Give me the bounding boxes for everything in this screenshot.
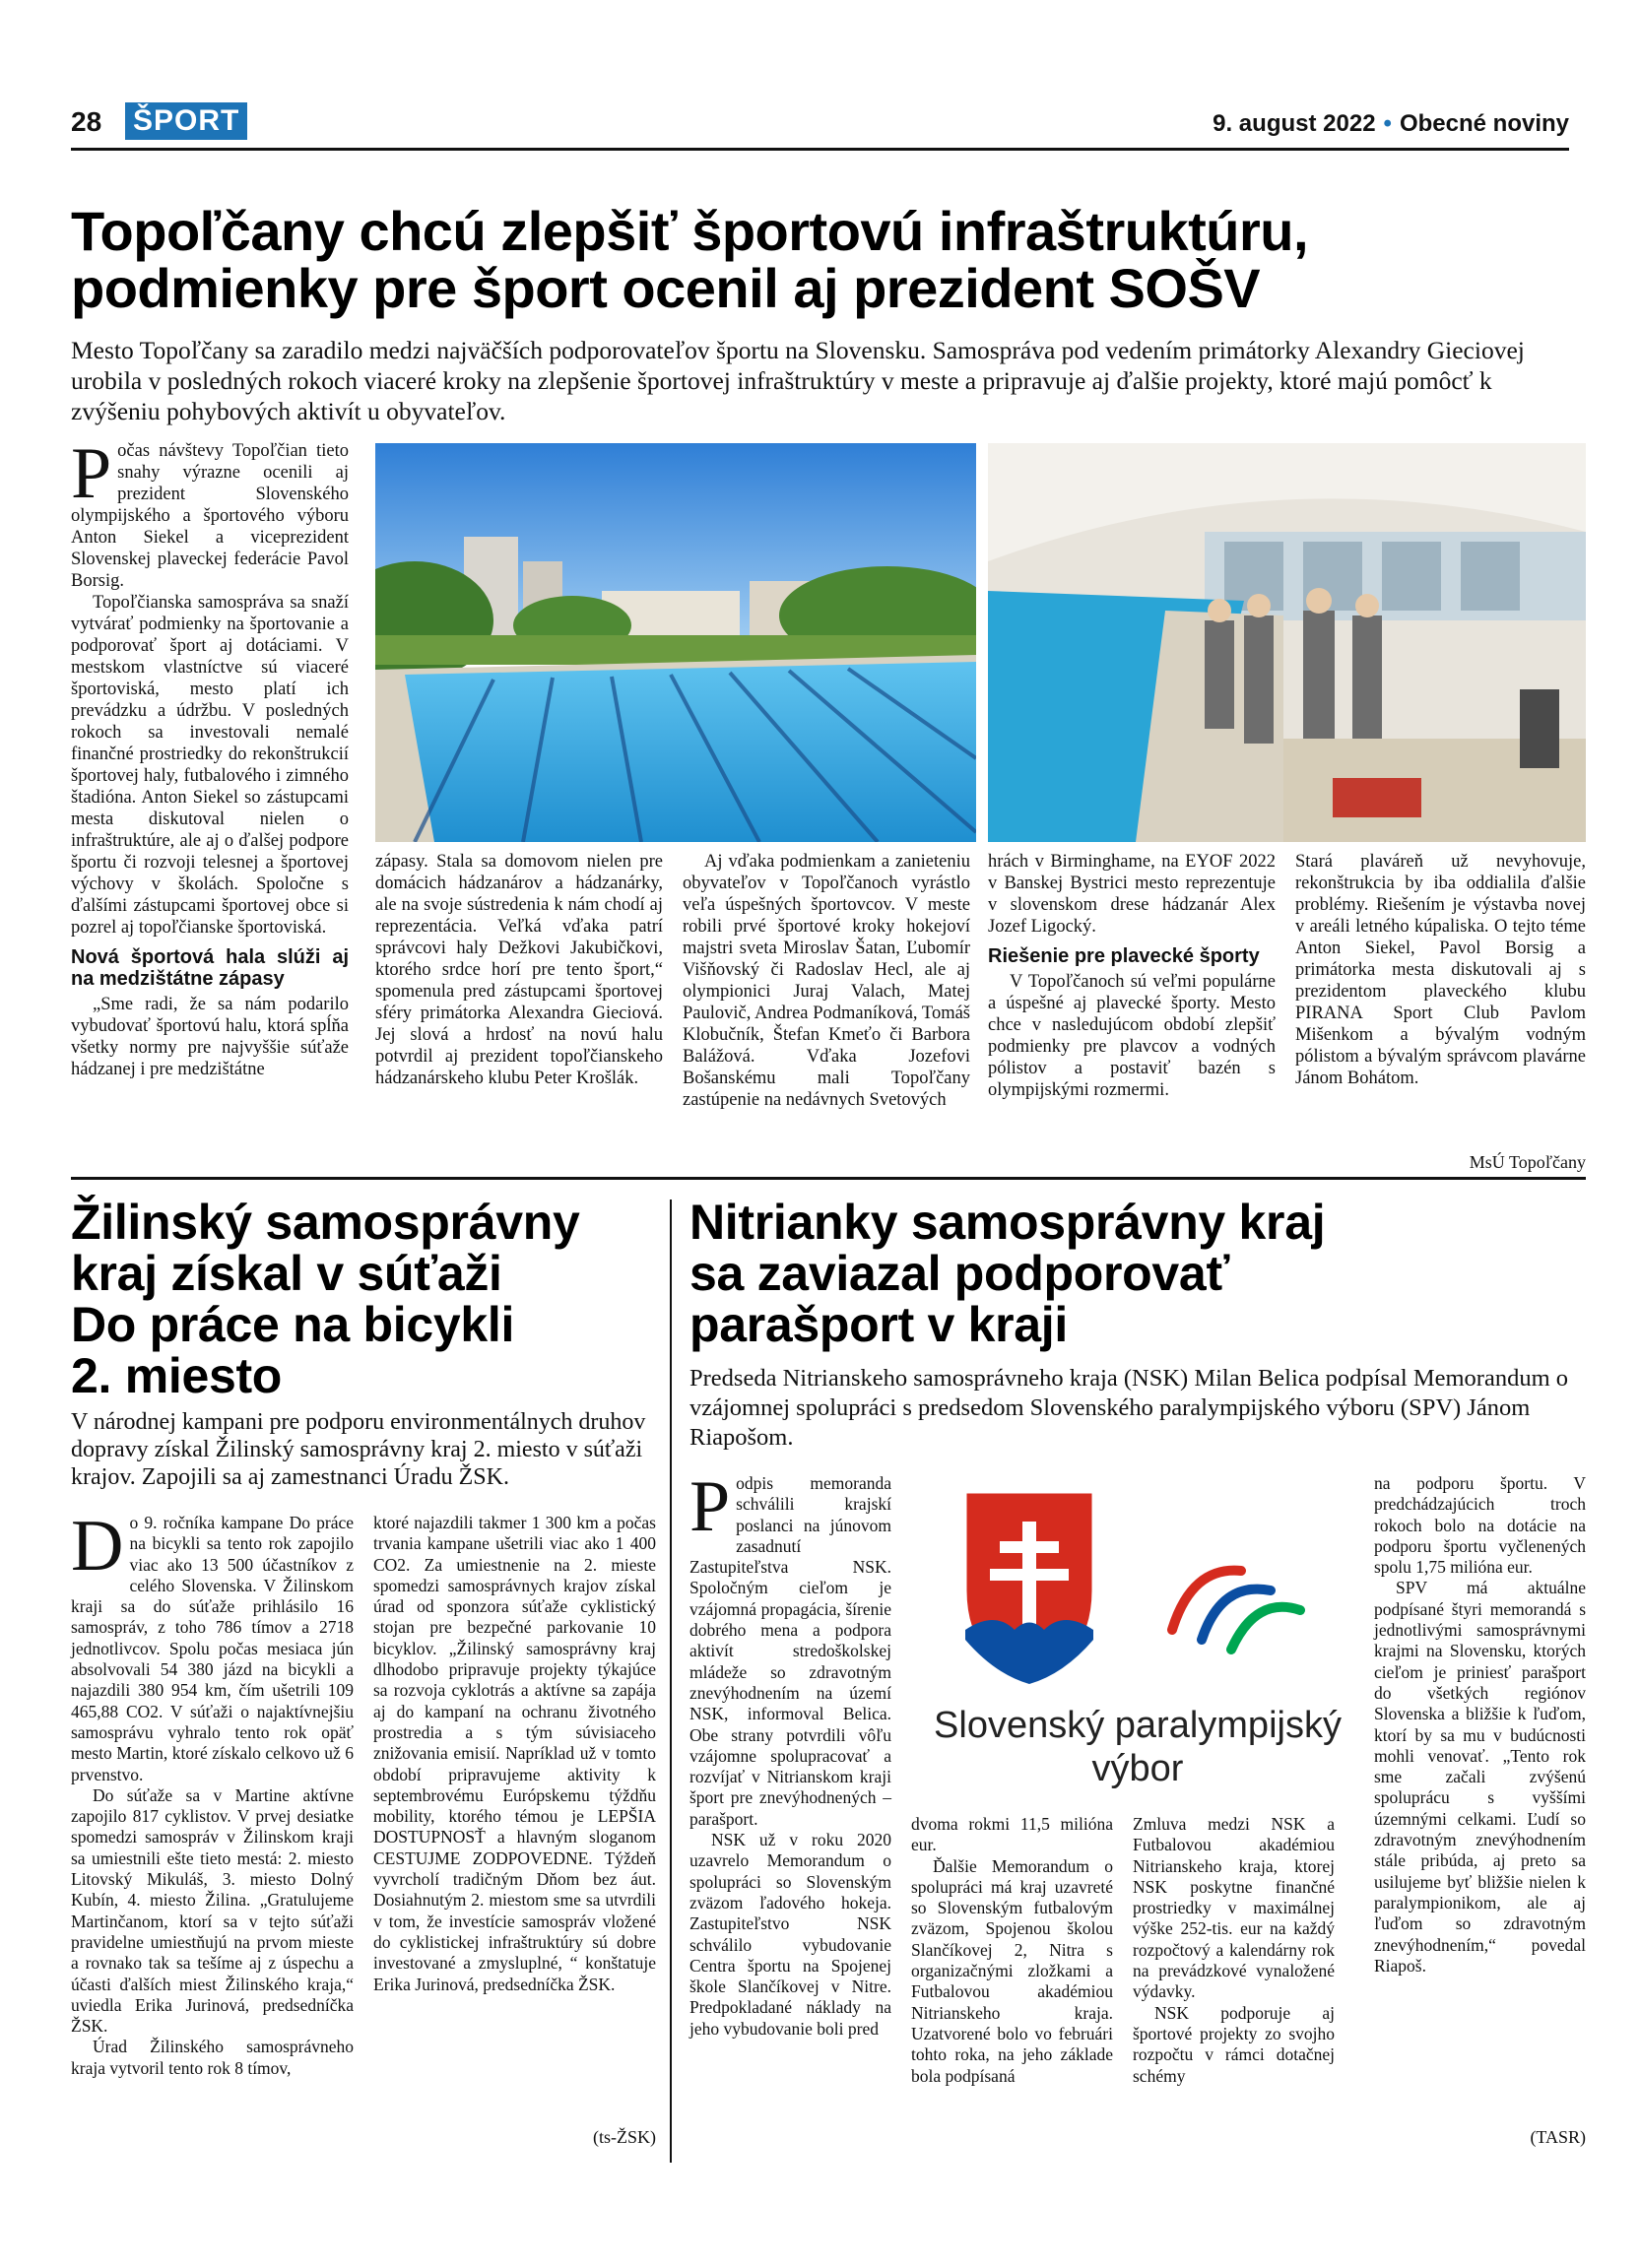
header-rule bbox=[71, 148, 1569, 151]
article1-subhead-hall: Nová športová hala slúži aj na medzištátne zápasy bbox=[71, 946, 349, 990]
issue-info bbox=[1213, 110, 1569, 138]
article2-paragraph: Úrad Žilinského samosprávneho kraja vytvoril tento rok 8 tímov, bbox=[71, 2037, 354, 2078]
article1-subhead-swimming: Riešenie pre plavecké športy bbox=[988, 945, 1260, 967]
section-divider bbox=[71, 1177, 1586, 1180]
article3-title-line: parašport v kraji bbox=[689, 1297, 1068, 1352]
article2-column-2 bbox=[373, 1513, 656, 1995]
article1-column-5 bbox=[1295, 851, 1586, 1089]
drop-cap: D bbox=[71, 1506, 124, 1587]
drop-cap: P bbox=[689, 1466, 731, 1547]
article3-column-2 bbox=[911, 1814, 1113, 2087]
article2-paragraph: ktoré najazdili takmer 1 300 km a počas trvania kampane ušetrili viac ako 1 400 CO2. Za umiestnenie na 2. mieste spomedzi samosprávnych krajov získal úrad od sponzora súťaže cyklistický stojan pre bezpečné parkovanie 10 bicyklov. „Žilinský samosprávny kraj dlhodobo pripravuje projekty týkajúce sa rozvoja cyklotrás a aktívne sa zapája aj do kampaní na ochranu životného prostredia a s tým súvisiaceho znižovania emisií. Napríklad už v tomto období pripravujeme aktivity k septembrovému Európskemu týždňu mobility, ktorého témou je LEPŠIA DOSTUPNOSŤ a hlavným sloganom CESTUJME ZODPOVEDNE. Týždeň vyvrcholí tradičným Dňom bez áut. Dosiahnutým 2. miestom sme sa utvrdili v tom, že investície samospráv vložené do cyklistickej infraštruktúry sú dobre investované a zmysluplné, “ konštatuje Erika Jurinová, predsedníčka ŽSK. bbox=[373, 1513, 656, 1994]
article3-paragraph: dvoma rokmi 11,5 milióna eur. bbox=[911, 1814, 1113, 1855]
article2-credit: (ts-ŽSK) bbox=[593, 2127, 656, 2147]
article3-credit: (TASR) bbox=[1530, 2127, 1586, 2147]
article3-paragraph: SPV má aktuálne podpísané štyri memorandá s jednotlivými samosprávnymi krajmi na Slovensku, ktorých cieľom je priniesť parašport do všetkých regiónov Slovenska a bližšie k ľuďom, ktorí by sa mu v budúcnosti mohli venovať. „Tento rok sme začali zvýšenú spoluprácu s vyššími územnými celkami. Ľudí so zdravotným znevýhodnením stále pribúda, aj preto sa usilujeme byť bližšie nielen k paralympionikom, ale aj ľuďom so zdravotným znevýhodnením,“ povedal Riapoš. bbox=[1374, 1578, 1586, 1976]
article3-paragraph: NSK podporuje aj športové projekty zo svojho rozpočtu v rámci dotačnej schémy bbox=[1133, 2002, 1335, 2086]
separator-dot: • bbox=[1383, 110, 1392, 137]
article3-paragraph: NSK už v roku 2020 uzavrelo Memorandum o spolupráci so Slovenským zväzom ľadového hokeja. Zastupiteľstvo NSK schválilo vybudovanie Centra športu na Spojenej škole Slančíkovej v Nitre. Predpokladané náklady na jeho vybudovanie boli pred bbox=[689, 1830, 891, 2039]
article3-title-line: sa zaviazal podporovať bbox=[689, 1246, 1230, 1301]
article1-paragraph: Topoľčianska samospráva sa snaží vytvárať podmienky na športovanie a podporovať šport aj dotáciami. V mestskom vlastníctve sú viaceré športoviská, mesto platí ich prevádzku a údržbu. V posledných rokoch sa investovali nemalé finančné prostriedky do rekonštrukcií športovej haly, futbalového i zimného štadióna. Anton Siekel so zástupcami mesta diskutoval nielen o infraštruktúre, ale aj o ďalšej podpore športu či rozvoji telesnej a športovej výchovy v školách. Spoločne s ďalšími zástupcami športovej obce si pozrel aj topoľčianske športoviská. bbox=[71, 593, 349, 938]
outdoor-pool-photo bbox=[375, 443, 976, 842]
article1-lead: Mesto Topoľčany sa zaradilo medzi najväčších podporovateľov športu na Slovensku. Samospráva pod vedením primátorky Alexandry Gieciovej urobila v posledných rokoch viaceré kroky na zlepšenie športovej infraštruktúry v meste a pripravuje aj ďalšie projekty, ktoré majú pomôcť k zvýšeniu pohybových aktivít u obyvateľov. bbox=[71, 336, 1525, 425]
article3-column-1 bbox=[689, 1466, 891, 2040]
logo-text bbox=[906, 1704, 1369, 1790]
article3-paragraph: Ďalšie Memorandum o spolupráci má kraj uzavreté so Slovenským futbalovým zväzom, Spojenou školou Slančíkovej 2, Nitra s organizačnými zložkami a Futbalovou akadémiou Nitrianskeho kraja. Uzatvorené bolo vo februári tohto roka, na jeho základe bola podpísaná bbox=[911, 1855, 1113, 2086]
outdoor-pool-photo-image bbox=[375, 443, 976, 842]
issue-date: 9. august 2022 bbox=[1213, 110, 1376, 137]
article1-credit: MsÚ Topoľčany bbox=[1469, 1152, 1586, 1172]
article1-paragraph: očas návštevy Topoľčian tieto snahy výrazne ocenili aj prezident Slovenského olympijského a športového výboru Anton Siekel a viceprezident Slovenskej plaveckej federácie Pavol Borsig. bbox=[71, 441, 349, 591]
paralympic-logo bbox=[906, 1482, 1369, 1807]
column-divider bbox=[670, 1199, 672, 2163]
article2-title bbox=[71, 1197, 662, 1401]
logo-text-line1: Slovenský paralympijský bbox=[934, 1705, 1342, 1746]
article3-paragraph: na podporu športu. V predchádzajúcich troch rokoch bolo na dotácie na podporu športu vyčlenených spolu 1,75 milióna eur. bbox=[1374, 1473, 1586, 1578]
article1-title-line1: Topoľčany chcú zlepšiť športovú infraštruktúru, bbox=[71, 200, 1309, 262]
article1-column-1 bbox=[71, 433, 349, 1080]
article2-title-line: 2. miesto bbox=[71, 1348, 283, 1403]
article2-paragraph: Do súťaže sa v Martine aktívne zapojilo 817 cyklistov. V prvej desiatke spomedzi samospráv v Žilinskom kraji sa umiestnili ešte tieto mestá: 2. miesto Litovský Mikuláš, 3. miesto Dolný Kubín, 4. miesto Žilina. „Gratulujeme Martinčanom, ktorí sa v tejto súťaži pravidelne umiestňujú na prvom mieste a rovnako tak sa tešíme aj z úspechu a účasti ďalších miest Žilinského kraja,“ uviedla Erika Jurinová, predsedníčka ŽSK. bbox=[71, 1784, 354, 2037]
article3-paragraph: odpis memoranda schválili krajskí poslanci na júnovom zasadnutí Zastupiteľstva NSK. Spoločným cieľom je vzájomná propagácia, šírenie dobrého mena a podpora aktivít stredoškolskej mládeže so zdravotným znevýhodnením na území NSK, informoval Belica. Obe strany potvrdili vôľu vzájomne spolupracovať a rozvíjať v Nitrianskom kraji šport pre znevýhodnených – parašport. bbox=[689, 1473, 891, 1829]
article3-column-3 bbox=[1133, 1814, 1335, 2087]
article3-lead: Predseda Nitrianskeho samosprávneho kraja (NSK) Milan Belica podpísal Memorandum o vzájomnej spolupráci s predsedom Slovenského paralympijského výboru (SPV) Jánom Riapošom. bbox=[689, 1365, 1569, 1451]
page-number: 28 bbox=[71, 106, 102, 137]
article1-paragraph: Aj vďaka podmienkam a zanieteniu obyvateľov v Topoľčanoch vyrástlo veľa úspešných športovcov. V meste robili prvé športové kroky hokejoví majstri sveta Miroslav Šatan, Ľubomír Višňovský či Radoslav Hecl, ale aj olympionici Juraj Valach, Matej Paulovič, Andrea Podmaníková, Tomáš Klobučník, Štefan Kmeťo či Barbora Balážová. Vďaka Jozefovi Bošanskému mali Topoľčany zastúpenie na nedávnych Svetových bbox=[683, 852, 970, 1110]
article3-paragraph: Zmluva medzi NSK a Futbalovou akadémiou Nitrianskeho kraja, ktorej NSK poskytne finančné prostriedky v maximálnej výške 252-tis. eur na každý rozpočtový a kalendárny rok na prevádzkové vynaložené výdavky. bbox=[1133, 1814, 1335, 2002]
section-label: ŠPORT bbox=[125, 102, 247, 140]
drop-cap: P bbox=[71, 433, 112, 514]
article1-paragraph: V Topoľčanoch sú veľmi populárne a úspešné aj plavecké športy. Mesto chce v nasledujúcom období zlepšiť podmienky pre plavcov a vodných pólistov a postaviť bazén s olympijskými rozmermi. bbox=[988, 972, 1276, 1100]
article3-title bbox=[689, 1197, 1586, 1350]
article3-column-4 bbox=[1374, 1473, 1586, 1976]
article1-column-4 bbox=[988, 851, 1276, 1101]
article2-title-line: Do práce na bicykli bbox=[71, 1297, 515, 1352]
logo-text-line2: výbor bbox=[1091, 1748, 1184, 1789]
article2-column-1 bbox=[71, 1506, 354, 2079]
article2-title-line: kraj získal v súťaži bbox=[71, 1246, 502, 1301]
article1-paragraph: Stará plaváreň už nevyhovuje, rekonštrukcia by iba oddialila ďalšie problémy. Riešením je výstavba novej v areáli letného kúpaliska. O tejto téme Anton Siekel, Pavol Borsig a primátorka mesta diskutovali aj s prezidentom plaveckého klubu PIRANA Sport Club Pavlom Mišenkom a bývalým vodným pólistom a bývalým správcom plavárne Jánom Bohátom. bbox=[1295, 852, 1586, 1088]
indoor-pool-photo bbox=[988, 443, 1586, 842]
article3-title-line: Nitrianky samosprávny kraj bbox=[689, 1195, 1326, 1250]
article1-column-3 bbox=[683, 851, 970, 1111]
article2-title-line: Žilinský samosprávny bbox=[71, 1195, 580, 1250]
article2-lead: V národnej kampani pre podporu environmentálnych druhov dopravy získal Žilinský samosprávny kraj 2. miesto v súťaži krajov. Zapojili sa aj zamestnanci Úradu ŽSK. bbox=[71, 1409, 646, 1490]
article1-paragraph: hrách v Birminghame, na EYOF 2022 v Banskej Bystrici mesto reprezentuje v slovenskom drese hádzanár Alex Jozef Ligocký. bbox=[988, 852, 1276, 937]
article1-paragraph: zápasy. Stala sa domovom nielen pre domácich hádzanárov a hádzanárky, ale na svoje sústredenia k nám chodí aj reprezentácia. Veľká vďaka patrí správcovi haly Dežkovi Jakubičkovi, ktorého srdce horí pre tento šport,“ spomenula pred zástupcami športovej sféry primátorka Alexandra Gieciová. Jej slová a hrdosť na novú halu potvrdil aj prezident topoľčianskeho hádzanárskeho klubu Peter Krošlák. bbox=[375, 852, 663, 1088]
article1-column-2 bbox=[375, 851, 663, 1089]
paralympic-emblem bbox=[906, 1482, 1369, 1689]
article1-title-line2: podmienky pre šport ocenil aj prezident SOŠV bbox=[71, 257, 1261, 319]
paper-name: Obecné noviny bbox=[1399, 110, 1569, 137]
article2-paragraph: o 9. ročníka kampane Do práce na bicykli sa tento rok zapojilo viac ako 13 500 účastníkov z celého Slovenska. V Žilinskom kraji sa do súťaže prihlásilo 16 samospráv, z toho 786 tímov a 2718 jednotlivcov. Spolu počas mesiaca jún absolvovali 54 380 jázd na bicykli a najazdili 380 954 km, čím ušetrili 109 465,88 CO2. V súťaži o najaktívnejšiu samosprávu vyhralo tento rok opäť mesto Martin, ktoré získalo celkovo už 6 prvenstvo. bbox=[71, 1513, 354, 1784]
article1-paragraph: „Sme radi, že sa nám podarilo vybudovať športovú halu, ktorá spĺňa všetky normy pre najvyššie súťaže hádzanej i pre medzištátne bbox=[71, 995, 349, 1079]
indoor-pool-photo-image bbox=[988, 443, 1586, 842]
article1-title bbox=[71, 200, 1588, 319]
